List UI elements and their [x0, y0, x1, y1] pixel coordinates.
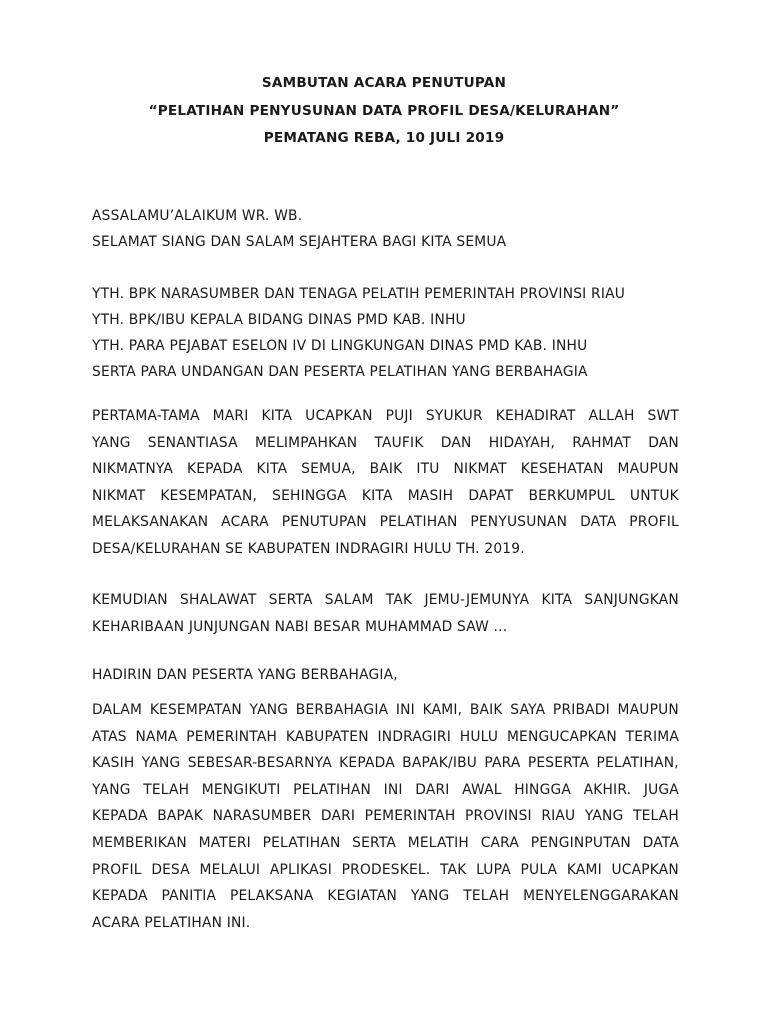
word: MEMBERIKAN	[92, 834, 187, 851]
word: PERTAMA-TAMA	[92, 408, 200, 424]
paragraph-line	[92, 830, 679, 857]
word: TELAH	[463, 888, 510, 905]
word: UNTUK	[629, 487, 679, 504]
word: KABUPATEN	[285, 728, 369, 745]
word: MATERI	[198, 834, 251, 851]
word: MELIMPAHKAN	[254, 434, 358, 451]
paragraph-line	[92, 697, 679, 724]
word: YANG	[584, 808, 624, 825]
document-header	[0, 70, 768, 153]
word: KESEMPATAN	[149, 702, 242, 718]
word: INI	[395, 702, 415, 718]
word: JUGA	[643, 781, 679, 798]
word: DAN	[440, 434, 472, 451]
word: PELATIHAN	[262, 834, 341, 851]
word: KEGIATAN	[327, 888, 397, 905]
word: KEHADIRAT	[495, 408, 576, 424]
paragraph-line	[92, 456, 679, 483]
word: SERTA	[268, 592, 313, 608]
word: PROVINSI	[465, 808, 532, 825]
word: PENGINPUTAN	[530, 834, 631, 851]
word: KEPADA	[186, 461, 243, 478]
word: DATA	[580, 514, 617, 531]
word: SAYA	[510, 702, 546, 718]
word: TAK	[385, 592, 413, 608]
word: APLIKASI	[269, 861, 333, 878]
paragraph-line: DESA/KELURAHAN SE KABUPATEN INDRAGIRI HULU TH. 2019.	[92, 540, 525, 557]
word: BAPAK	[157, 808, 204, 825]
word: YANG	[92, 781, 131, 798]
word: PANITIA	[161, 888, 217, 905]
word: PARA	[484, 755, 521, 772]
word: ITU	[416, 461, 440, 478]
word: YANG	[141, 755, 181, 772]
word: RAHMAT	[572, 434, 631, 451]
word: BERKUMPUL	[528, 487, 615, 504]
greeting-block	[92, 203, 679, 255]
word: INI	[383, 781, 403, 798]
word: NIKMAT	[92, 487, 146, 504]
word: HULU	[459, 728, 499, 745]
word: PRODESKEL.	[341, 861, 431, 878]
word: KITA	[261, 408, 293, 424]
word: SEHINGGA	[272, 487, 347, 504]
word: MENYELENGGARAKAN	[523, 888, 679, 905]
paragraph-line	[92, 883, 679, 910]
word: UCAPKAN	[611, 861, 679, 878]
paragraph-line: ACARA PELATIHAN INI.	[92, 914, 251, 931]
word: NIKMATNYA	[92, 461, 174, 478]
word: MENGIKUTI	[201, 781, 281, 798]
header-subtitle: “PELATIHAN PENYUSUNAN DATA PROFIL DESA/KELURAHAN”	[148, 102, 620, 119]
word: BERBAHAGIA	[295, 702, 389, 718]
word: MARI	[212, 408, 249, 424]
word: DAN	[648, 434, 679, 451]
paragraph-line	[92, 724, 679, 751]
paragraph-line	[92, 483, 679, 510]
paragraph-line	[92, 430, 679, 457]
word: NARASUMBER	[212, 808, 312, 825]
word: DARI	[320, 808, 356, 825]
paragraph-line	[92, 803, 679, 830]
word: SWT	[647, 408, 679, 424]
word: PENUTUPAN	[281, 514, 367, 531]
word: TELAH	[633, 808, 679, 825]
word: PEMERINTAH	[364, 808, 456, 825]
word: SHALAWAT	[180, 592, 257, 608]
addressee-list	[92, 281, 679, 385]
word: SANJUNGKAN	[584, 592, 679, 608]
word: BAPAK/IBU	[402, 755, 478, 772]
word: SYUKUR	[425, 408, 483, 424]
word: PELAKSANA	[229, 888, 314, 905]
greeting-line: ASSALAMU’ALAIKUM WR. WB.	[92, 208, 303, 224]
word: DESA	[151, 861, 190, 878]
word: NAMA	[135, 728, 178, 745]
word: TAK	[440, 861, 467, 878]
word: YANG	[410, 888, 450, 905]
word: JEMU-JEMUNYA	[424, 592, 530, 608]
word: KEPADA	[92, 808, 148, 825]
word: MELALUI	[199, 861, 261, 878]
paragraph-thanks	[92, 697, 679, 936]
addressee-line: YTH. BPK NARASUMBER DAN TENAGA PELATIH PEMERINTAH PROVINSI RIAU	[92, 286, 626, 302]
word: KEPADA	[92, 888, 148, 905]
word: PROFIL	[629, 514, 679, 531]
word: PELATIHAN,	[596, 755, 679, 772]
word: ATAS	[92, 728, 127, 745]
word: INDRAGIRI	[377, 728, 451, 745]
word: BAIK	[469, 702, 503, 718]
paragraph-opening	[92, 403, 679, 563]
word: CARA	[480, 834, 520, 851]
paragraph-shalawat	[92, 587, 679, 640]
word: MASIH	[407, 487, 454, 504]
word: SEBESAR-BESARNYA	[187, 755, 332, 772]
paragraph-line	[92, 587, 679, 614]
word: DATA	[642, 834, 679, 851]
word: ALLAH	[588, 408, 635, 424]
word: PENYUSUNAN	[470, 514, 568, 531]
word: TELAH	[143, 781, 190, 798]
paragraph-line	[92, 750, 679, 777]
word: PESERTA	[527, 755, 590, 772]
word: MELAKSANAKAN	[92, 514, 209, 531]
word: AWAL	[462, 781, 502, 798]
word: PULA	[520, 861, 558, 878]
word: PELATIHAN	[293, 781, 371, 798]
word: KESEMPATAN,	[160, 487, 258, 504]
word: MELATIH	[407, 834, 469, 851]
word: YANG	[249, 702, 289, 718]
addressee-line: YTH. BPK/IBU KEPALA BIDANG DINAS PMD KAB. INHU	[92, 312, 466, 328]
word: TERIMA	[625, 728, 679, 745]
addressee-line: SERTA PARA UNDANGAN DAN PESERTA PELATIHAN YANG BERBAHAGIA	[92, 364, 588, 380]
word: TAUFIK	[374, 434, 424, 451]
word: MENGUCAPKAN	[506, 728, 617, 745]
paragraph-line	[92, 777, 679, 804]
word: KITA	[541, 592, 573, 608]
word: UCAPKAN	[305, 408, 373, 424]
word: PEMERINTAH	[186, 728, 278, 745]
word: SEMUA,	[301, 461, 356, 478]
word: BAIK	[369, 461, 403, 478]
word: PRIBADI	[552, 702, 610, 718]
word: SENANTIASA	[147, 434, 238, 451]
word: YANG	[92, 434, 131, 451]
word: KESEHATAN	[520, 461, 604, 478]
word: PROFIL	[92, 861, 142, 878]
word: RIAU	[541, 808, 576, 825]
word: KEMUDIAN	[92, 592, 168, 608]
word: PUJI	[385, 408, 413, 424]
word: PELATIHAN	[379, 514, 458, 531]
word: DARI	[415, 781, 450, 798]
word: LUPA	[476, 861, 511, 878]
word: AKHIR.	[583, 781, 632, 798]
word: KEPADA	[339, 755, 395, 772]
salutation: HADIRIN DAN PESERTA YANG BERBAHAGIA,	[92, 667, 398, 683]
paragraph-line	[92, 403, 679, 430]
paragraph-line: KEHARIBAAN JUNJUNGAN NABI BESAR MUHAMMAD SAW ...	[92, 618, 508, 635]
word: SALAM	[324, 592, 374, 608]
word: ACARA	[221, 514, 269, 531]
word: KITA	[256, 461, 288, 478]
word: KAMI,	[422, 702, 463, 718]
word: DAPAT	[468, 487, 514, 504]
addressee-line: YTH. PARA PEJABAT ESELON IV DI LINGKUNGAN DINAS PMD KAB. INHU	[92, 338, 588, 354]
paragraph-line	[92, 509, 679, 536]
paragraph-line	[92, 857, 679, 884]
word: KASIH	[92, 755, 135, 772]
word: NIKMAT	[453, 461, 507, 478]
word: SERTA	[352, 834, 397, 851]
header-place-date: PEMATANG REBA, 10 JULI 2019	[263, 130, 505, 146]
word: MAUPUN	[617, 461, 679, 478]
word: KITA	[361, 487, 393, 504]
word: HINGGA	[514, 781, 571, 798]
word: MAUPUN	[617, 702, 679, 718]
header-title: SAMBUTAN ACARA PENUTUPAN	[261, 75, 507, 91]
word: HIDAYAH,	[488, 434, 556, 451]
word: DALAM	[92, 702, 143, 718]
word: KAMI	[566, 861, 602, 878]
greeting-line: SELAMAT SIANG DAN SALAM SEJAHTERA BAGI KITA SEMUA	[92, 234, 507, 250]
